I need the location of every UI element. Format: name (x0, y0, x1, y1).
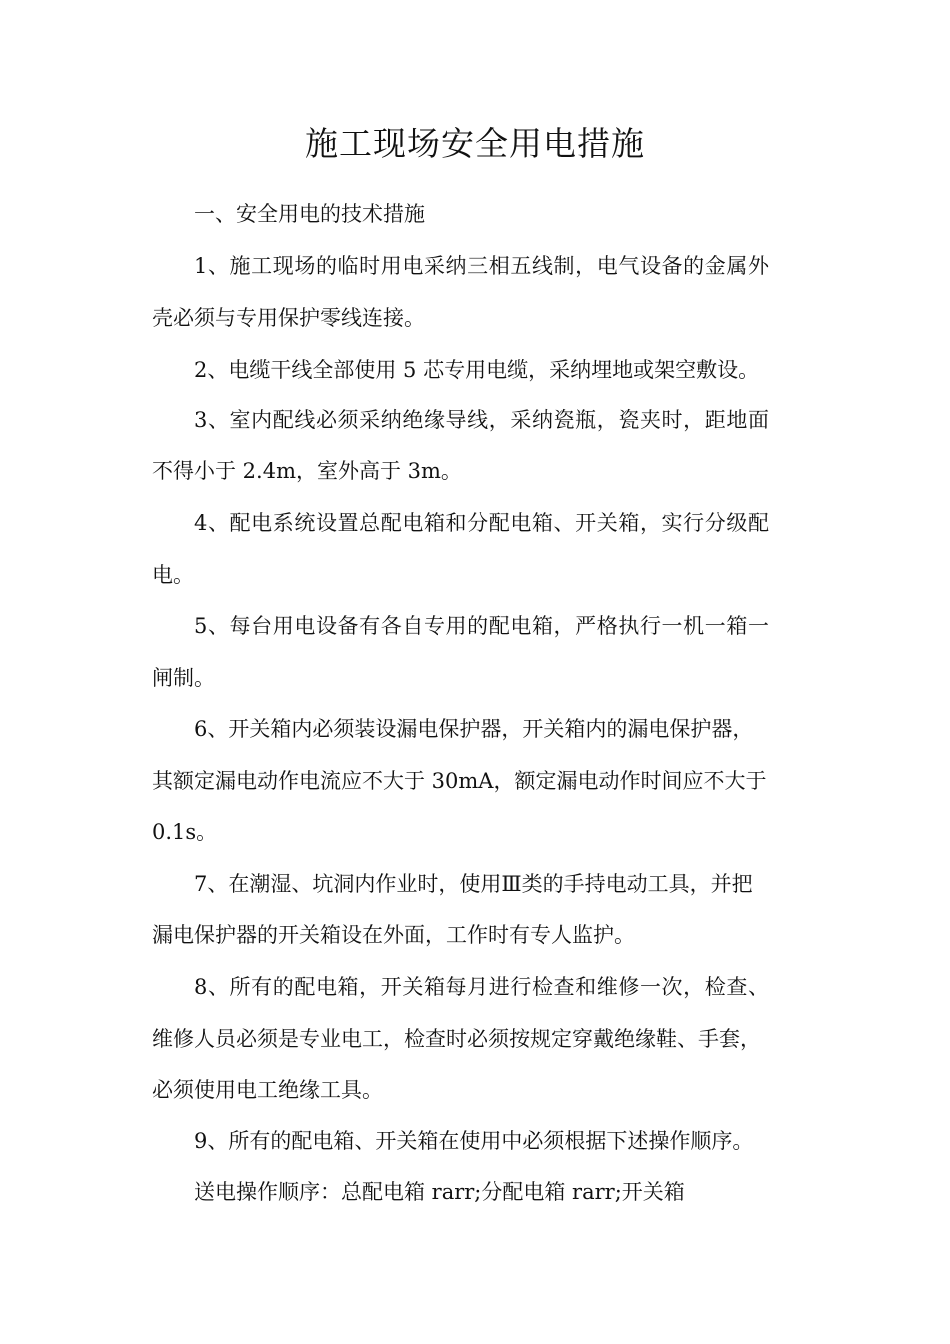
item-6-line-1: 6、开关箱内必须装设漏电保护器，开关箱内的漏电保护器， (194, 717, 754, 741)
item-4-line-2: 电。 (152, 563, 194, 587)
power-on-sequence: 送电操作顺序：总配电箱 rarr;分配电箱 rarr;开关箱 (194, 1180, 685, 1204)
item-9-line-1: 9、所有的配电箱、开关箱在使用中必须根据下述操作顺序。 (194, 1129, 754, 1153)
item-2-line-1: 2、电缆干线全部使用 5 芯专用电缆，采纳埋地或架空敷设。 (194, 358, 760, 382)
item-8-line-2: 维修人员必须是专业电工，检查时必须按规定穿戴绝缘鞋、手套， (152, 1027, 761, 1051)
item-8-line-1: 8、所有的配电箱，开关箱每月进行检查和维修一次，检查、 (194, 975, 770, 999)
item-8-line-3: 必须使用电工绝缘工具。 (152, 1078, 383, 1102)
item-7-line-2: 漏电保护器的开关箱设在外面，工作时有专人监护。 (152, 923, 635, 947)
item-6-line-3: 0.1s。 (152, 820, 218, 844)
item-4-line-1: 4、配电系统设置总配电箱和分配电箱、开关箱，实行分级配 (194, 511, 770, 535)
item-1-line-1: 1、施工现场的临时用电采纳三相五线制，电气设备的金属外 (194, 254, 770, 278)
document-title: 施工现场安全用电措施 (305, 124, 645, 163)
item-5-line-1: 5、每台用电设备有各自专用的配电箱，严格执行一机一箱一 (194, 614, 770, 638)
item-1-line-2: 壳必须与专用保护零线连接。 (152, 306, 425, 330)
item-5-line-2: 闸制。 (152, 666, 215, 690)
item-6-line-2: 其额定漏电动作电流应不大于 30mA，额定漏电动作时间应不大于 (152, 769, 767, 793)
item-7-line-1: 7、在潮湿、坑洞内作业时，使用Ⅲ类的手持电动工具，并把 (194, 872, 753, 896)
item-3-line-1: 3、室内配线必须采纳绝缘导线，采纳瓷瓶，瓷夹时，距地面 (194, 408, 770, 432)
item-3-line-2: 不得小于 2.4m，室外高于 3m。 (152, 459, 462, 483)
section-heading: 一、安全用电的技术措施 (194, 202, 425, 226)
